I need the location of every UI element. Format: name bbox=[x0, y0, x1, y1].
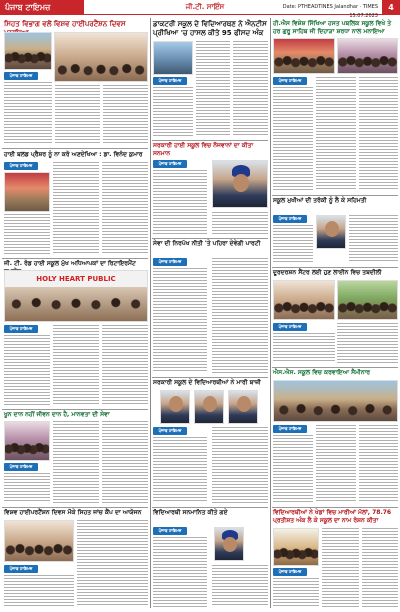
article-text bbox=[4, 82, 52, 144]
photo-doctor bbox=[4, 172, 50, 212]
photo-official-portrait bbox=[212, 160, 268, 208]
masthead bbox=[0, 0, 400, 19]
byline-tag: ਪੰਜਾਬ ਟਾਇਮਜ਼ bbox=[4, 565, 38, 573]
article-text bbox=[212, 212, 268, 234]
byline-tag: ਪੰਜਾਬ ਟਾਇਮਜ਼ bbox=[273, 215, 307, 223]
headline-retirement: ਜੀ. ਟੀ. ਰੋਡ ਹਾਈ ਸਕੂਲ ਮੁੱਖ ਅਧਿਆਪਕਾਂ ਦਾ ਰਿਟਾਇਰਮੈਂਟ bbox=[4, 260, 136, 267]
section-rule bbox=[152, 140, 268, 141]
article-text bbox=[53, 162, 99, 254]
section-title: ਜੀ.ਟੀ. ਸਾਇੰਸ bbox=[185, 3, 225, 11]
article-text bbox=[153, 537, 207, 607]
photo-topper-3 bbox=[228, 390, 258, 424]
photo-health-event bbox=[54, 32, 148, 82]
article-text bbox=[4, 575, 74, 607]
section-rule bbox=[152, 238, 268, 239]
article-text bbox=[359, 425, 398, 503]
byline-tag: ਪੰਜਾਬ ਟਾਇਮਜ਼ bbox=[273, 568, 307, 576]
photo-student bbox=[153, 41, 193, 75]
article-text bbox=[77, 520, 148, 607]
headline-toppers: ਸਰਕਾਰੀ ਸਕੂਲ ਦੇ ਵਿਦਿਆਰਥੀਆਂ ਨੇ ਮਾਰੀ ਬਾਜ਼ੀ bbox=[153, 379, 261, 386]
article-text bbox=[153, 268, 207, 373]
article-text bbox=[53, 325, 99, 405]
byline-tag: ਪੰਜਾਬ ਟਾਇਮਜ਼ bbox=[153, 160, 187, 168]
article-text bbox=[196, 41, 230, 137]
headline-results: ਵਿਦਿਆਰਥੀਆਂ ਨੇ ਖੇਡਾਂ ਵਿਚ ਮਾਰੀਆਂ ਮੱਲਾਂ, 78.76 ਪ੍ਰਤੀਸ਼ਤ ਅੰਕ ਲੈ ਕੇ ਸਕੂਲ ਦਾ ਨਾਮ ਰੋਸ਼ਨ ਕੀਤਾ bbox=[273, 509, 392, 524]
article-text bbox=[273, 225, 313, 263]
article-text bbox=[316, 425, 356, 503]
article-text bbox=[53, 421, 99, 503]
photo-topper-2 bbox=[194, 390, 224, 424]
photo-health-camp bbox=[4, 520, 74, 562]
byline-tag: ਪੰਜਾਬ ਟਾਇਮਜ਼ bbox=[4, 72, 38, 80]
headline-doordarshan: ਦੂਰਦਰਸ਼ਨ ਸੈਂਟਰ ਲਈ ਹੁਣ ਲਾਈਨ ਵਿਚ ਤਬਦੀਲੀ bbox=[273, 269, 382, 276]
headline-student-marks: ਡਾਕਟਰੀ ਸਕੂਲ ਦੇ ਵਿਦਿਆਰਥਣ ਨੇ ਐਨਟੀਸ ਪ੍ਰੀਖਿਆ 'ਚ ਹਾਸਲ ਕੀਤੇ 95 ਫੀਸਦ ਅੰਕ bbox=[153, 20, 267, 37]
photo-principal bbox=[316, 215, 346, 249]
article-text bbox=[273, 333, 335, 363]
article-text bbox=[337, 323, 398, 363]
article-text bbox=[102, 421, 148, 503]
photo-topper-1 bbox=[160, 390, 190, 424]
byline-tag: ਪੰਜਾਬ ਟਾਇਮਜ਼ bbox=[153, 427, 187, 435]
byline-tag: ਪੰਜਾਬ ਟਾਇਮਜ਼ bbox=[153, 77, 187, 85]
article-text bbox=[273, 87, 313, 191]
article-text bbox=[349, 215, 398, 263]
section-rule bbox=[272, 195, 398, 196]
paper-logo: ਪੰਜਾਬ ਟਾਇਮਜ਼ bbox=[0, 0, 84, 15]
article-text bbox=[212, 258, 268, 373]
section-rule bbox=[152, 377, 268, 378]
photo-seminar bbox=[273, 380, 398, 422]
section-rule bbox=[2, 507, 148, 508]
photo-meeting bbox=[273, 280, 335, 320]
photo-meeting-2 bbox=[337, 280, 398, 320]
article-text bbox=[102, 162, 148, 254]
photo-health-dept bbox=[4, 32, 52, 70]
article-text bbox=[153, 170, 207, 234]
byline-tag: ਪੰਜਾਬ ਟਾਇਮਜ਼ bbox=[153, 527, 187, 535]
article-text bbox=[212, 565, 268, 607]
photo-school-banner bbox=[4, 270, 148, 322]
section-rule bbox=[152, 507, 268, 508]
article-text bbox=[4, 335, 50, 405]
article-text bbox=[153, 437, 207, 503]
photo-school-event bbox=[273, 38, 335, 74]
headline-students-honoured: ਵਿਦਿਆਰਥੀ ਸਨਮਾਨਿਤ ਕੀਤੇ ਗਏ bbox=[153, 509, 228, 516]
headline-blood-pressure: ਹਾਈ ਬਲਡ ਪ੍ਰੈਸ਼ਰ ਨੂੰ ਨਾ ਕਰੋ ਅਣਦੇਖਿਆ : ਡਾ. ਵਿਨੋਦ ਕੁਮਾਰ bbox=[4, 151, 143, 158]
byline-tag: ਪੰਜਾਬ ਟਾਇਮਜ਼ bbox=[4, 463, 38, 471]
byline-tag: ਪੰਜਾਬ ਟਾਇਮਜ਼ bbox=[273, 77, 307, 85]
column-divider bbox=[150, 18, 151, 608]
headline-party-policy: ਸੇਵਾ ਦੀ ਨਿਰਪੱਖ ਨੀਤੀ 'ਤੇ ਪਹਿਰਾ ਦੇਵੇਗੀ ਪਾਰਟੀ bbox=[153, 240, 261, 247]
section-rule bbox=[2, 409, 148, 410]
headline-health-camp: ਵਿਸ਼ਵ ਹਾਈਪਰਟੈਂਸ਼ਨ ਦਿਵਸ ਮੌਕੇ ਸਿਹਤ ਜਾਂਚ ਕੈਂਪ ਦਾ ਆਯੋਜਨ bbox=[4, 509, 142, 516]
column-divider bbox=[270, 18, 271, 608]
byline-tag: ਪੰਜਾਬ ਟਾਇਮਜ਼ bbox=[153, 258, 187, 266]
headline-honour: ਸਰਕਾਰੀ ਹਾਈ ਸਕੂਲ ਵਿਚ ਨੌਜਵਾਨਾਂ ਦਾ ਕੀਤਾ ਸਨਮਾਨ bbox=[153, 142, 254, 157]
article-text bbox=[359, 77, 398, 191]
section-rule bbox=[272, 267, 398, 268]
headline-blood-donation: ਖੂਨ ਦਾਨ ਨਹੀਂ ਜੀਵਨ ਦਾਨ ਹੈ, ਮਾਨਵਤਾ ਦੀ ਸੇਵਾ bbox=[4, 411, 110, 418]
article-text bbox=[55, 85, 100, 144]
headline-hypertension-day: ਸਿਹਤ ਵਿਭਾਗ ਵਲੋਂ ਵਿਸ਼ਵ ਹਾਈਪਰਟੈਂਸ਼ਨ ਦਿਵਸ bbox=[4, 20, 126, 28]
photo-school-event-2 bbox=[337, 38, 398, 74]
article-text bbox=[273, 578, 319, 607]
section-rule bbox=[272, 367, 398, 368]
article-text bbox=[4, 473, 50, 503]
article-text bbox=[103, 85, 148, 144]
article-text bbox=[4, 214, 50, 254]
photo-donation-camp bbox=[4, 421, 50, 461]
headline-school-heads: ਸਕੂਲ ਮੁਖੀਆਂ ਦੀ ਤਰੱਕੀ ਨੂੰ ਲੈ ਕੇ ਸਹਿਮਤੀ bbox=[273, 197, 367, 204]
article-text bbox=[153, 87, 193, 137]
section-rule bbox=[2, 258, 148, 259]
headline-guru-day: ਹੀ.ਐਸ ਵਿਸ਼ੇਸ਼ ਸਿੱਖਿਆ ਹਸਤ ਪਬਲਿਕ ਸਕੂਲ ਵਿਖੇ ਤੇ ਹਰ ਗੁਰੂ ਸਾਹਿਬ ਜੀ ਦਿਹਾੜਾ ਸ਼ਰਧਾ ਨਾਲ ਮਨਾਇਆ bbox=[273, 20, 392, 35]
photo-results bbox=[273, 528, 319, 566]
school-banner-text: HOLY HEART PUBLIC bbox=[36, 275, 116, 283]
byline-tag: ਪੰਜਾਬ ਟਾਇਮਜ਼ bbox=[4, 325, 38, 333]
photo-honoree bbox=[214, 527, 244, 561]
article-text bbox=[102, 325, 148, 405]
date-line: Date: PTHEADTINES Jalandhar · TIMES 15.07.2023 bbox=[282, 4, 378, 19]
headline-seminar: ਐਸ.ਐਸ. ਸਕੂਲ ਵਿਚ ਕਰਵਾਇਆ ਸੈਮੀਨਾਰ bbox=[273, 369, 371, 376]
article-text bbox=[316, 77, 356, 191]
article-text bbox=[273, 435, 313, 503]
article-text bbox=[322, 528, 359, 607]
article-text bbox=[362, 528, 398, 607]
page-number: 4 bbox=[382, 0, 400, 15]
byline-tag: ਪੰਜਾਬ ਟਾਇਮਜ਼ bbox=[273, 425, 307, 433]
byline-tag: ਪੰਜਾਬ ਟਾਇਮਜ਼ bbox=[4, 162, 38, 170]
section-rule bbox=[2, 148, 148, 149]
article-text bbox=[233, 41, 268, 137]
byline-tag: ਪੰਜਾਬ ਟਾਇਮਜ਼ bbox=[273, 323, 307, 331]
article-text bbox=[212, 427, 268, 503]
section-rule bbox=[272, 507, 398, 508]
